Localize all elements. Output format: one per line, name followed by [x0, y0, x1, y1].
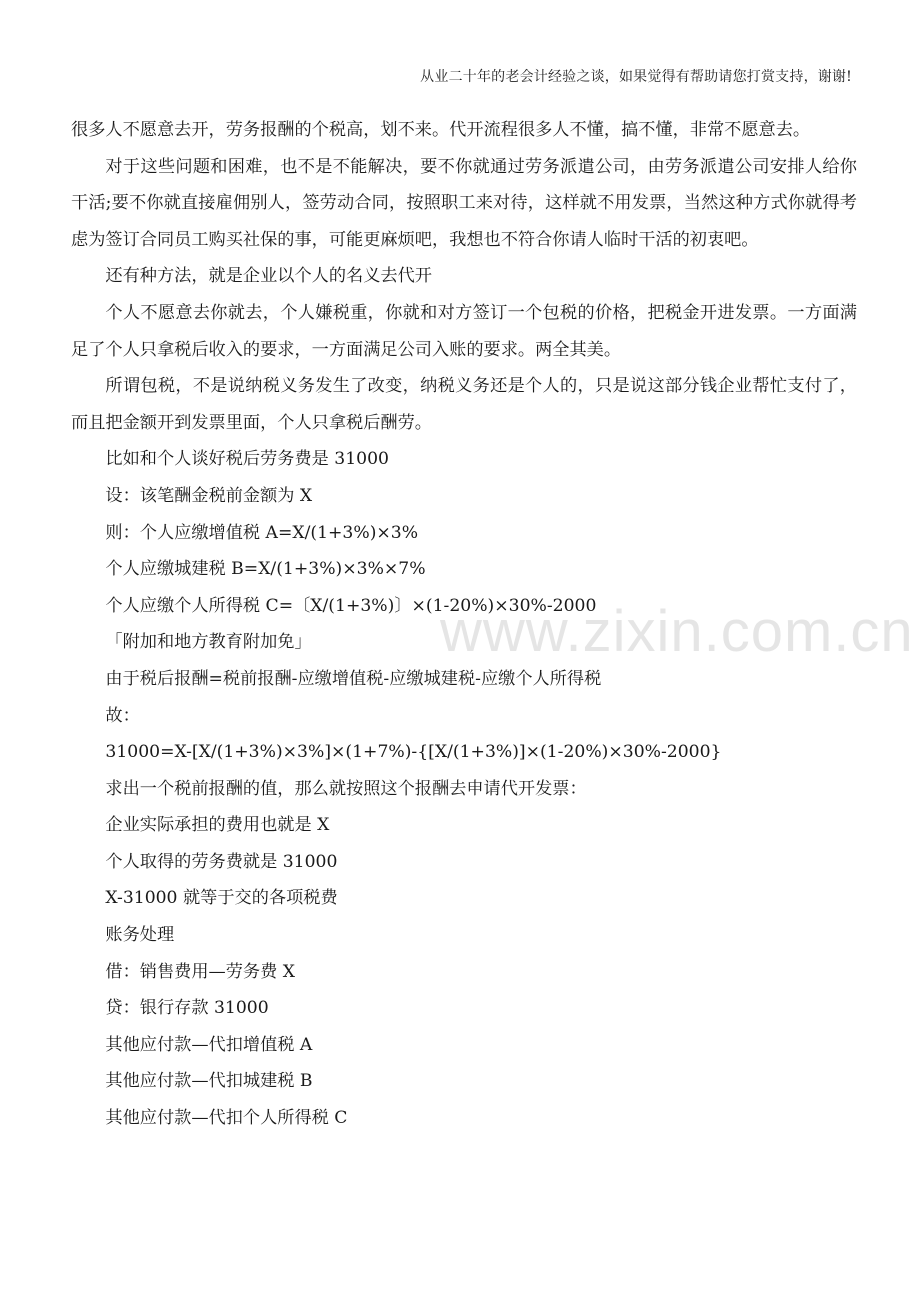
- formula-line: 个人应缴城建税 B=X/(1+3%)×3%×7%: [105, 559, 426, 580]
- paragraph-continuation: 很多人不愿意去开，劳务报酬的个税高，划不来。代开流程很多人不懂，搞不懂，非常不愿意去。: [71, 120, 811, 140]
- journal-entry-line: 其他应付款—代扣个人所得税 C: [105, 1108, 348, 1129]
- watermark: www.zixin.com.cn: [440, 599, 914, 664]
- formula-line: 设：该笔酬金税前金额为 X: [105, 485, 313, 506]
- journal-entry-line: 其他应付款—代扣城建税 B: [105, 1071, 313, 1092]
- journal-entry-line: 贷：银行存款 31000: [105, 998, 269, 1019]
- paragraph-definition: 所谓包税，不是说纳税义务发生了改变，纳税义务还是个人的，只是说这部分钱企业帮忙支付了，而且把金额开到发票里面，个人只拿税后酬劳。: [71, 376, 857, 433]
- formula-note: 「附加和地方教育附加免」: [105, 632, 312, 653]
- header-note: 从业二十年的老会计经验之谈，如果觉得有帮助请您打赏支持，谢谢!: [420, 69, 852, 85]
- formula-equation: 31000=X-[X/(1+3%)×3%]×(1+7%)-{[X/(1+3%)]×(1-20%)×30%-2000}: [105, 742, 722, 763]
- paragraph-solutions: 对于这些问题和困难，也不是不能解决，要不你就通过劳务派遣公司，由劳务派遣公司安排人给你干活;要不你就直接雇佣别人，签劳动合同，按照职工来对待，这样就不用发票，当然这种方式你就得考虑为签订合同员工购买社保的事，可能更麻烦吧，我想也不符合你请人临时干活的初衷吧。: [71, 156, 857, 250]
- formula-line: 个人应缴个人所得税 C=〔X/(1+3%)〕×(1-20%)×30%-2000: [105, 595, 597, 616]
- text-line: 企业实际承担的费用也就是 X: [105, 815, 330, 836]
- paragraph-another-method: 还有种方法，就是企业以个人的名义去代开: [105, 266, 432, 287]
- journal-entry-line: 其他应付款—代扣增值税 A: [105, 1034, 313, 1055]
- text-line: 求出一个税前报酬的值，那么就按照这个报酬去申请代开发票：: [105, 778, 587, 799]
- section-heading: 账务处理: [105, 925, 175, 946]
- text-line: X-31000 就等于交的各项税费: [105, 888, 338, 909]
- paragraph-tax-inclusive: 个人不愿意去你就去，个人嫌税重，你就和对方签订一个包税的价格，把税金开进发票。一方面满足了个人只拿税后收入的要求，一方面满足公司入账的要求。两全其美。: [71, 302, 857, 360]
- document-body: [71, 112, 857, 1137]
- formula-line: 由于税后报酬=税前报酬-应缴增值税-应缴城建税-应缴个人所得税: [105, 668, 602, 689]
- text-line: 个人取得的劳务费就是 31000: [105, 851, 338, 872]
- journal-entry-line: 借：销售费用—劳务费 X: [105, 961, 295, 982]
- formula-line: 则：个人应缴增值税 A=X/(1+3%)×3%: [105, 522, 419, 543]
- formula-line: 故：: [105, 705, 140, 726]
- formula-line: 比如和个人谈好税后劳务费是 31000: [105, 449, 389, 470]
